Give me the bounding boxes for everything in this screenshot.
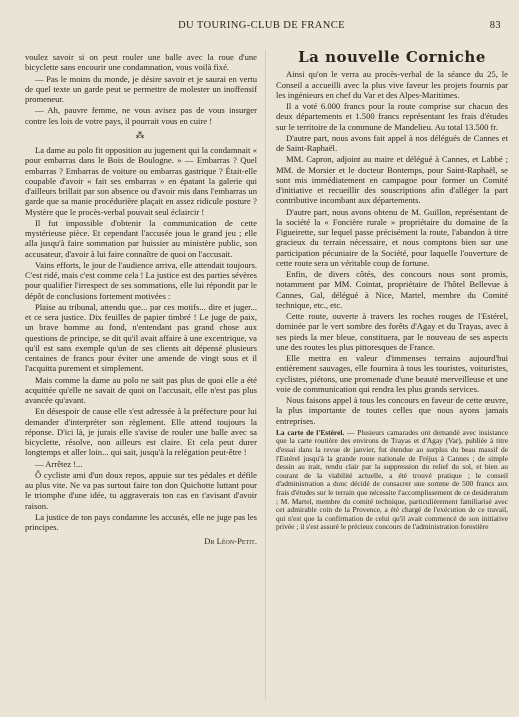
paragraph: Plaise au tribunal, attendu que... par ces motifs... dire et juger... et ce sera justice. Dix feuilles de papier timbré ! Le juge de paix, un brave homme au fond, n'entendant pas grand chose aux questions de principe, se dit qu'il avait affaire à une excentrique, va qu'il est sans exemple qu'un de ses clients ait dépensé plusieurs centaines de francs pour éviter une amende de vingt sous et il l'acquitta purement et simplement. [25, 301, 257, 374]
section-separator: ⁂ [135, 129, 147, 140]
page-number: 83 [489, 20, 501, 31]
paragraph: Mais comme la dame au polo ne sait pas plus de quoi elle a été acquittée qu'elle ne savait de quoi on l'accusait, elle n'est pas plus avancée qu'avant. [25, 374, 257, 405]
paragraph: — Pas le moins du monde, je désire savoir et je saurai en vertu de quel texte un garde peut se permettre de molester un inoffensif promeneur. [25, 73, 257, 104]
paragraph: Vains efforts, le jour de l'audience arriva, elle attendait toujours. C'est ridé, mais c'est comme cela ! La justice est des parties sévères pour qualifier l'irrespect de ses sommations, elle lui répondit par le dépôt de conclusions fortement motivées : [25, 259, 257, 301]
right-column [276, 48, 508, 532]
paragraph: La dame au polo fit opposition au jugement qui la condamnait « pour embarras dans le Bois de Boulogne. » — Embarras ? Quel embarras ? Embarras de voiture ou embarras gastrique ? Était-elle coupable d'avoir « fait ses embarras » en épatant la galerie qui d'ailleurs brillait par son absence ou d'avoir mis dans l'embarras un garde que sa manie procédurière plaçait en assez ridicule posture ? Mystère que le procès-verbal pouvait seul éclaircir ! [25, 145, 257, 217]
paragraph: Elle mettra en valeur d'immenses terrains aujourd'hui entièrement sauvages, elle fournira à tous les touristes, voituristes, cyclistes, piétons, une promenade d'une beauté merveilleuse et une voie de communication qui rendra les plus grands services. [276, 353, 508, 394]
author-signature: Dr Léon-Petit. [204, 536, 257, 547]
page-header [22, 20, 501, 36]
column-divider [265, 50, 266, 700]
paragraph: En désespoir de cause elle s'est adressée à la préfecture pour lui demander d'interpréter son règlement. Elle attend toujours la réponse. D'ici là, je jurais elle s'avise de rouler une balle avec sa bicyclette, résolve, non ailleurs est claire. Et cela peut durer longtemps et aller loin... qui sait, jusqu'à la relégation peut-être ! [25, 406, 257, 458]
running-title: DU TOURING-CLUB DE FRANCE [178, 20, 345, 31]
paragraph: Ô cycliste ami d'un doux repos, appuie sur tes pédales et défile au plus vite. Ne va pas surtout faire ton don Quichotte luttant pour le triomphe d'une idée, tu aggraverais ton cas en t'avisant d'avoir raison. [25, 469, 257, 511]
paragraph: — Ah, pauvre femme, ne vous avisez pas de vous insurger contre les lois de votre pays, il pourrait vous en cuire ! [25, 105, 257, 126]
paragraph: D'autre part, nous avons obtenu de M. Guillon, représentant de la société la « Foncière rurale » propriétaire du domaine de la Figueirette, sur lequel passe précisément la route, l'abandon à titre gracieux du terrain nécessaire, et nous comptons bien sur une participation pécuniaire de la Société, pour laquelle l'ouverture de cette route sera un véritable coup de fortune. [276, 206, 508, 268]
paragraph: Il a voté 6.000 francs pour la route comprise sur chacun des deux départements et 1.500 francs représentant les frais d'études sur le territoire de la commune de Mandelieu. Au total 13.500 fr. [276, 101, 508, 132]
paragraph: D'autre part, nous avons fait appel à nos délégués de Cannes et de Saint-Raphaël. [276, 132, 508, 153]
paragraph: MM. Capron, adjoint au maire et délégué à Cannes, et Labbé ; MM. de Morsier et le docteur Bontemps, pour Saint-Raphaël, se sont mis immédiatement en campagne pour former un Comité d'initiative et recueillir des souscriptions afin d'alléger la part contributive incombant aux départements. [276, 154, 508, 206]
article-title: La nouvelle Corniche [298, 48, 486, 66]
left-column [25, 52, 257, 547]
paragraph: Ainsi qu'on le verra au procès-verbal de la séance du 25, le Conseil a accueilli avec la plus vive faveur les projets fournis par les ingénieurs en chef du Var et des Alpes-Maritimes. [276, 69, 508, 100]
paragraph: Nous faisons appel à tous les concours en faveur de cette œuvre, la plus importante de toutes celles que nous ayons jamais entreprises. [276, 395, 508, 426]
map-note-lead: La carte de l'Estérel. [276, 427, 345, 437]
paragraph: voulez savoir si on peut rouler une balle avec la roue d'une bicyclette sans encourir une condamnation, vous voilà fixé. [25, 52, 257, 73]
paragraph: La justice de ton pays condamne les accusés, elle ne juge pas les principes. [25, 511, 257, 532]
map-note-text: — Plusieurs camarades ont demandé avec insistance que la carte routière des environs de Trayas et d'Agay (Var), publiée à titre d'essai dans la revue de janvier, fut étendue au surplus du beau massif de l'Estérel jusqu'à la grande route nationale de Fréjus à Cannes ; de simple dessin au trait, rendu clair par la suppression du relief du sol, et bien au courant de la viabilité actuelle, a été trouvé pratique ; le conseil d'administration a donc décidé de consacrer une somme de 500 francs aux frais d'études sur le terrain que nécessite l'accomplissement de ce desideratum ; M. Martel, membre du comité technique, particulièrement familiarisé avec cet admirable coin de la Provence, a été chargé de l'exécution de ce travail, qui n'est que la confirmation de celui qu'il avait commencé de son initiative privée ; il s'est assuré le précieux concours de l'administration forestière [276, 427, 508, 532]
paragraph: Cette route, ouverte à travers les roches rouges de l'Estérel, dominée par le vert sombre des forêts d'Agay et du Trayas, avec à ses pieds la mer bleue, constituera, par le nouveau de ses aspects une des routes les plus pittoresques de France. [276, 311, 508, 352]
paragraph: Il fut impossible d'obtenir la communication de cette mystérieuse pièce. Et cependant l'accusée joua le grand jeu ; elle alla jusqu'à faire sommation par huissier au ministère public, son accusateur, d'avoir à lui faire connaître de quoi on l'accusait. [25, 217, 257, 259]
paragraph: — Arrêtez !... [35, 458, 83, 469]
map-note [276, 429, 508, 532]
paragraph: Enfin, de divers côtés, des concours nous sont promis, notamment par MM. Cointat, propriétaire de l'hôtel Bellevue à Cannes, Gal, délégué à Nice, Martel, membre du Comité technique, etc., etc. [276, 269, 508, 310]
